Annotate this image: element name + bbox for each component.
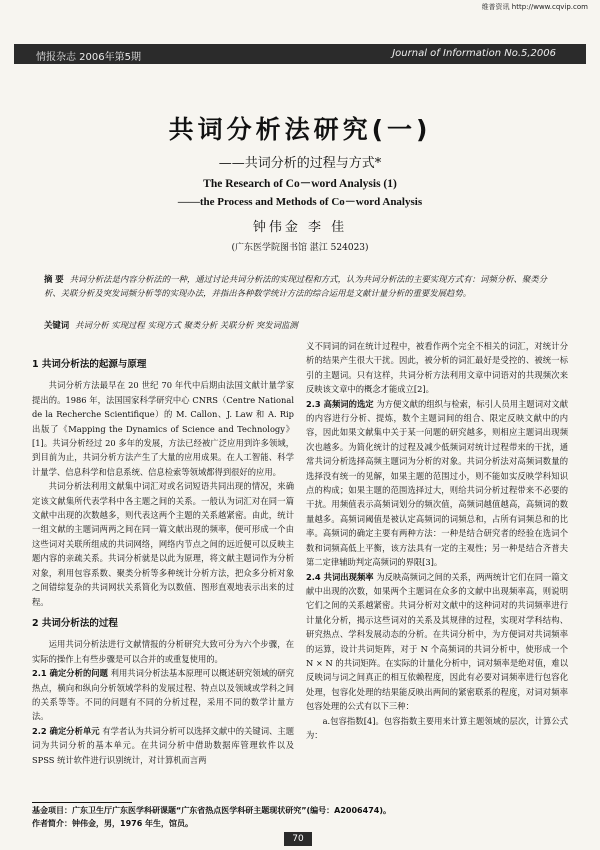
section-2-4-text: 为反映高频词之间的关系，两两统计它们在同一篇文献中出现的次数，如果两个主题词在众多的文献中出现频率高，则说明它们之间的关系越紧密。共词分析对文献中的这种词对的共词频率进行计量化分析，揭示这些词对的关系及其规律的过程，实现对学科结构、研究热点、学科发展动态的分析。在共词分析中，为方便词对共词频率的运算，设计共词矩阵，对于 N 个高频词的共词分析中，使形成一个 N × N 的共词矩阵。在实际的计量化分析中，词对频率是绝对值，难以反映词与词之间真正的相互依赖程度，因此有必要对词频率进行包容化处理，包容化处理的结果能反映出两间的紧密联系的程度，对词对频率包容处理的公式有以下三种：: [306, 571, 568, 712]
section-1-paragraph-2: 共词分析法利用文献集中词汇对或名词短语共同出现的情况，来确定该文献集所代表学科中各主题之间的关系。一般认为词汇对在同一篇文献中出现的次数越多，则代表这两个主题的关系越紧密。由此，统计一组文献的主题词两两之间在同一篇文献出现的频率，便可形成一个由这些词对关联所组成的共词网络，网络内节点之间的远近便可以反映主题内容的亲疏关系。共词分析就是以此为原理，将文献主题词作为分析对象，利用包容系数、聚类分析等多种统计分析方法，把众多分析对象之间错综复杂的共词网状关系简化为以数值、图形直观地表示出来的过程。: [32, 481, 294, 607]
abstract-text: 共词分析法是内容分析法的一种，通过讨论共词分析法的实现过程和方式，认为共词分析法的主要实现方式有：词频分析、聚类分析、关联分析及突发词频分析等的实现办法，并指出各种数学统计方法的综合运用是文献计量分析的重要发展趋势。: [44, 274, 548, 298]
journal-header-left: 情报杂志 2006年第5期: [36, 52, 141, 63]
funding-note: 基金项目：广东卫生厅广东医学科研课题“广东省热点医学科研主题现状研究”(编号：A2006474)。: [32, 806, 391, 815]
journal-header-right: Journal of Information No.5,2006: [392, 48, 556, 59]
page-number: 70: [284, 832, 312, 846]
english-subtitle: ——the Process and Methods of Co－word Analysis: [177, 196, 423, 208]
abstract: [44, 272, 556, 300]
left-column: [32, 350, 294, 767]
section-2-3-text: 为方便文献的组织与检索，标引人员用主题词对文献的内容进行分析、提炼，数个主题词间的组合、限定反映文献中的内容，因此如果文献集中关于某一问题的研究越多，则相应主题词出现频次也越多。为简化统计的过程及减少低频词对统计过程带来的干扰，通常共词分析选择高频主题词为分析的对象。共词分析法对高频词数量的选择没有统一的见解，如果主题的范围过小，则不能如实反映学科知识点的构成；如果主题的范围选择过大，则给共词分析过程带来不必要的干扰。用频值表示高频词划分的频次值，高频词越值越高，高频词的数量越多。高频词阈值是被认定高频词的词频总和，占所有词频总和的比率。高频词的确定主要有两种方法：一种是结合研究者的经验在选词个数和词频高低上平衡，该方法具有一定的主观性；另一种是结合齐普夫第二定律辅助判定高频词的界限[3]。: [306, 398, 568, 568]
section-2-3-title: 2.3 高频词的选定: [306, 398, 374, 409]
section-2-4-a: a.包容指数[4]。包容指数主要用来计算主题领域的层次，计算公式为：: [306, 715, 568, 740]
right-paragraph-continued: 义不同词的词在统计过程中，被看作两个完全不相关的词汇，对统计分析的结果产生很大干扰。因此，被分析的词汇最好是受控的、被统一标引的主题词。只有这样，共词分析方法利用文章中词语对的共现频次来反映该文章中的概念才能成立[2]。: [306, 341, 568, 395]
section-1-heading: 1 共词分析法的起源与原理: [32, 359, 147, 370]
section-2-intro: 运用共词分析法进行文献情报的分析研究大致可分为六个步骤，在实际的操作上有些步骤是可以合并的或重复使用的。: [32, 639, 294, 664]
keywords: [44, 318, 556, 332]
keywords-text: 共词分析 实现过程 实现方式 聚类分析 关联分析 突发词监测: [75, 320, 298, 330]
watermark: 维普资讯 http://www.cqvip.com: [481, 3, 588, 11]
journal-header-bar: [14, 44, 586, 64]
section-2-1-text: 利用共词分析法基本原理可以概述研究领域的研究热点，横向和纵向分析领域学科的发展过程、特点以及领域或学科之间的关系等等。不同的问题有不同的分析过程，采用不同的数学计量方法。: [32, 668, 295, 722]
abstract-label: 摘 要: [44, 274, 64, 284]
english-title: The Research of Co－word Analysis (1): [203, 178, 397, 190]
right-column: [306, 339, 568, 742]
section-1-paragraph-1: 共词分析方法最早在 20 世纪 70 年代中后期由法国文献计量学家提出的。1986 年，法国国家科学研究中心 CNRS（Centre National de la Recherche Scientifique）的 M. Callon、J. Law 和 A. Rip 出版了《Mapping the Dynamics of Science and Technology》[1]。共词分析经过 20 多年的发展，方法已经被广泛应用到许多领域，到目前为止，共词分析方法产生了大量的应用成果。在人工智能、科学计量学、信息科学和信息系统、信息检索等领域都得到很好的应用。: [32, 380, 294, 477]
affiliation: (广东医学院图书馆 湛江 524023): [231, 243, 369, 253]
section-2-2-title: 2.2 确定分析单元: [32, 725, 100, 736]
authors: 钟伟金 李 佳: [252, 220, 348, 235]
article-title: 共词分析法研究(一): [168, 115, 432, 144]
author-note: 作者简介：钟伟金，男，1976 年生，馆员。: [32, 819, 194, 828]
section-2-heading: 2 共词分析法的过程: [32, 617, 118, 629]
keywords-label: 关键词: [44, 320, 70, 330]
section-2-2-text: 有学者认为共词分析可以选择文献中的关键词、主题词为共词分析的基本单元。在共词分析中借助数据库管理软件以及 SPSS 统计软件进行识别统计，对计算机而言两: [32, 725, 294, 765]
section-2-1-title: 2.1 确定分析的问题: [32, 668, 108, 679]
section-2-4-title: 2.4 共词出现频率: [306, 571, 374, 582]
footnote-rule: [32, 802, 132, 803]
article-subtitle: ——共词分析的过程与方式*: [218, 156, 382, 171]
